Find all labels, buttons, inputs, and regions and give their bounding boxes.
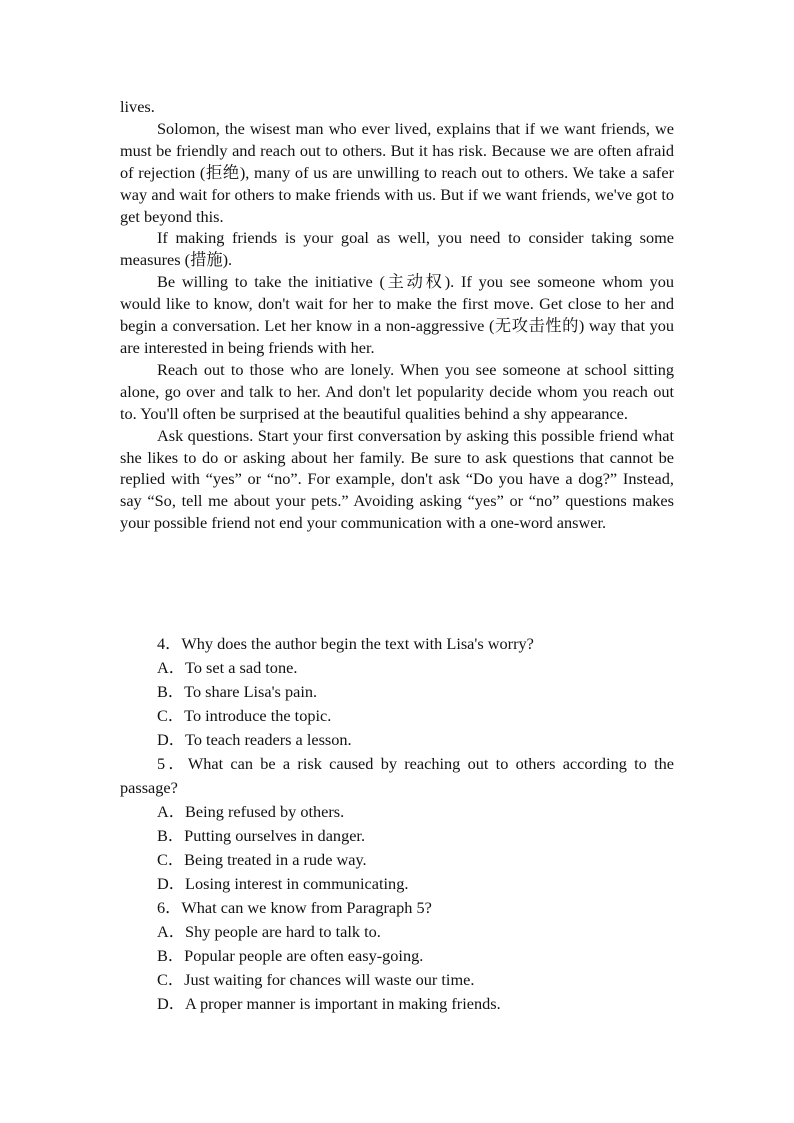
option-b: B．Popular people are often easy-going.: [157, 946, 424, 965]
passage-paragraph-1: lives.: [120, 97, 155, 116]
option-d: D．A proper manner is important in making friends.: [157, 994, 501, 1013]
passage-paragraph-3: If making friends is your goal as well, you need to consider taking some measures (措施).: [120, 228, 674, 270]
question-list: [120, 632, 674, 1016]
passage-paragraph-5: Reach out to those who are lonely. When you see someone at school sitting alone, go over and talk to her. And don't let popularity decide whom you reach out to. You'll often be surprised at the beautiful qualities behind a shy appearance.: [120, 359, 674, 423]
option-d: D．Losing interest in communicating.: [157, 874, 409, 893]
option-c: C．Just waiting for chances will waste our time.: [157, 970, 475, 989]
passage-paragraph-4: Be willing to take the initiative (主动权). If you see someone whom you would like to know, don't wait for her to make the first move. Get close to her and begin a conversation. Let her know in a non-aggressive (无攻击性的) way that you are interested in being friends with her.: [120, 272, 674, 357]
option-c: C．Being treated in a rude way.: [157, 850, 367, 869]
option-d: D．To teach readers a lesson.: [157, 730, 352, 749]
option-c: C．To introduce the topic.: [157, 706, 332, 725]
question-6: [120, 896, 674, 1016]
passage-paragraph-6: Ask questions. Start your first conversation by asking this possible friend what she likes to do or asking about her family. Be sure to ask questions that cannot be replied with “yes” or “no”. For example, don't ask “Do you have a dog?” Instead, say “So, tell me about your pets.” Avoiding asking “yes” or “no” questions makes your possible friend not end your communication with a one-word answer.: [120, 425, 674, 533]
question-5: [120, 752, 674, 896]
option-b: B．Putting ourselves in danger.: [157, 826, 366, 845]
option-a: A．Shy people are hard to talk to.: [157, 922, 381, 941]
question-stem: 5．What can be a risk caused by reaching out to others according to the passage?: [120, 754, 674, 797]
option-b: B．To share Lisa's pain.: [157, 682, 318, 701]
option-a: A．Being refused by others.: [157, 802, 345, 821]
option-a: A．To set a sad tone.: [157, 658, 298, 677]
question-4: [120, 632, 674, 752]
question-stem: 4．Why does the author begin the text with Lisa's worry?: [157, 634, 534, 653]
question-stem: 6．What can we know from Paragraph 5?: [157, 898, 432, 917]
passage-paragraph-2: Solomon, the wisest man who ever lived, explains that if we want friends, we must be friendly and reach out to others. But it has risk. Because we are often afraid of rejection (拒绝), many of us are unwilling to reach out to others. We take a safer way and wait for others to make friends with us. But if we want friends, we've got to get beyond this.: [120, 118, 674, 226]
reading-passage: [120, 96, 674, 534]
